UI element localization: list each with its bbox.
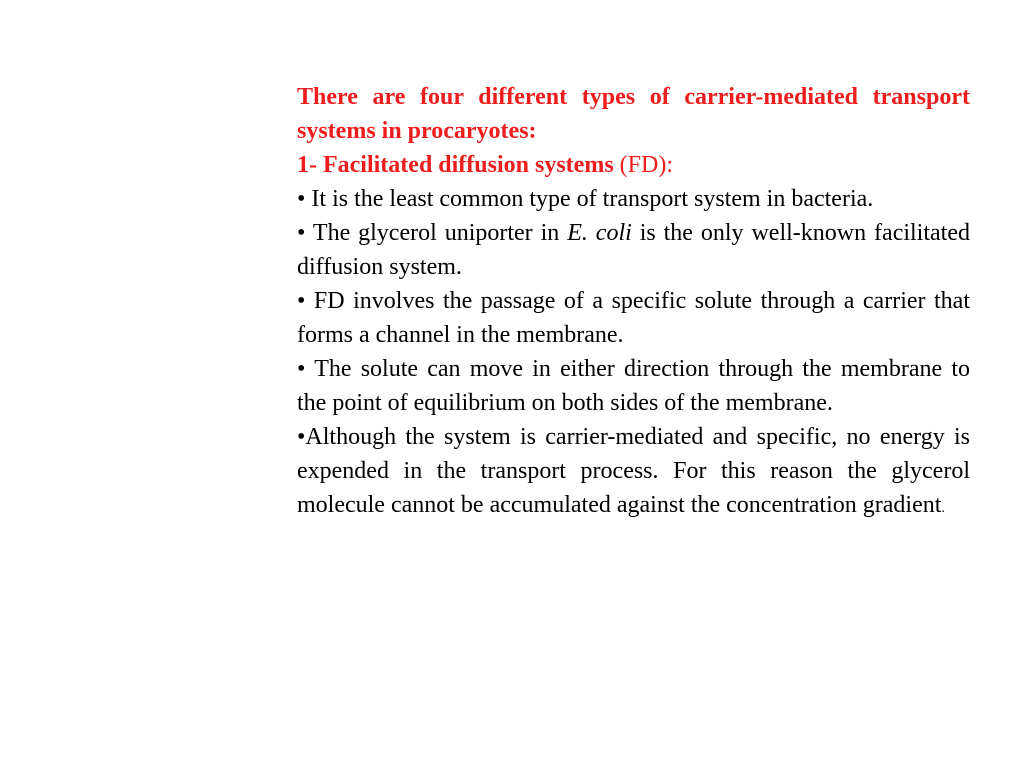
intro-paragraph [297, 80, 970, 148]
bullet-item-5 [297, 420, 970, 526]
bullet-text-5: Although the system is carrier-mediated and specific, no energy is expended in the transport process. For this reason the glycerol molecule cannot be accumulated against the concentration gradient [297, 424, 970, 518]
bullet-text-5-end: . [941, 501, 945, 516]
section-heading [297, 148, 970, 182]
bullet-marker: • [297, 424, 306, 450]
bullet-item-3 [297, 284, 970, 352]
bullet-marker: • [297, 186, 306, 212]
bullet-text-2-after: is the only well-known facilitated diffusion system. [297, 220, 970, 280]
section-heading-label: 1- Facilitated diffusion systems [297, 152, 614, 178]
section-heading-abbrev: (FD): [613, 152, 673, 178]
bullet-item-1 [297, 182, 970, 216]
bullet-marker: • [297, 220, 306, 246]
bullet-marker: • [297, 356, 306, 382]
bullet-item-2 [297, 216, 970, 284]
bullet-text-2-italic: E. coli [567, 220, 632, 246]
bullet-text-1: It is the least common type of transport system in bacteria. [311, 186, 874, 212]
bullet-text-4: The solute can move in either direction through the membrane to the point of equilibrium on both sides of the membrane. [297, 356, 970, 416]
bullet-text-3: FD involves the passage of a specific solute through a carrier that forms a channel in the membrane. [297, 288, 971, 348]
bullet-item-4 [297, 352, 970, 420]
slide-text-box [297, 80, 970, 526]
bullet-text-2-before: The glycerol uniporter in [312, 220, 568, 246]
bullet-marker: • [297, 288, 306, 314]
intro-text: There are four different types of carrier-mediated transport systems in procaryotes: [297, 84, 970, 144]
